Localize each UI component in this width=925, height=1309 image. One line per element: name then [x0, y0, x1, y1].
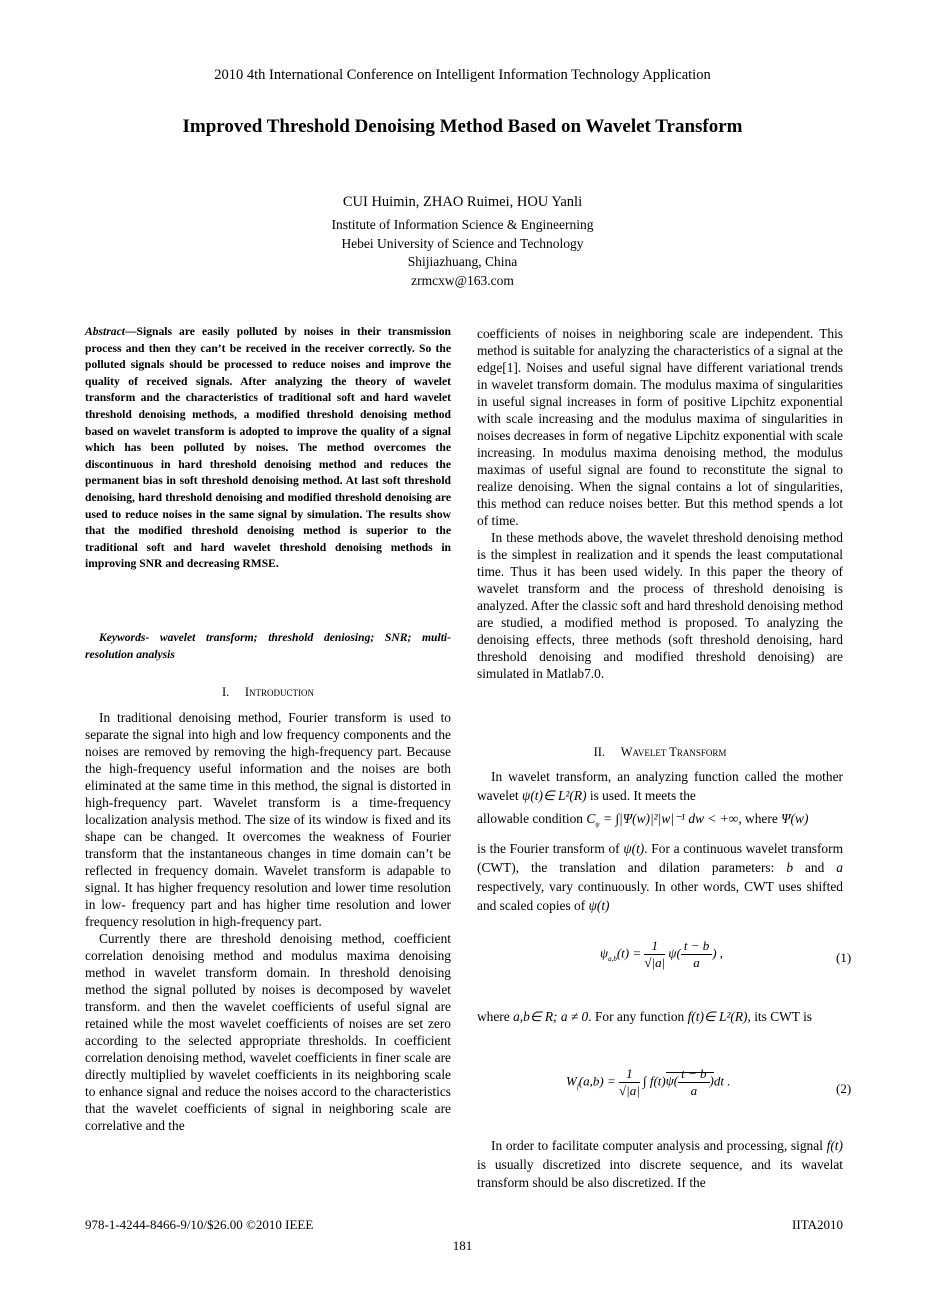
- text: , where: [738, 811, 778, 826]
- conference-header: 2010 4th International Conference on Intelligent Information Technology Application: [214, 67, 711, 83]
- abstract-text: Signals are easily polluted by noises in their transmission process and then they can’t be received in the receiver correctly. So the polluted signals should be processed to reduce noises and improve the quality of received signals. After analyzing the theory of wavelet transform and the characteristics of traditional soft and hard wavelet threshold denoising methods, a modified threshold denoising method based on wavelet transform is adopted to improve the quality of a signal which has been polluted by noises. The method overcomes the discontinuous in hard threshold denoising method and reduces the permanent bias in soft threshold denoising method. At last soft threshold denoising, hard threshold denoising and modified threshold denoising are used to reduce noises in the same signal by simulation. The results show that the modified threshold denoising method is superior to the traditional soft and hard wavelet threshold denoising methods in improving SNR and decreasing RMSE.: [85, 325, 451, 571]
- footer-isbn: 978-1-4244-8466-9/10/$26.00 ©2010 IEEE: [85, 1217, 314, 1232]
- section-title: Introduction: [244, 685, 315, 699]
- footer-conference: IITA2010: [792, 1217, 843, 1232]
- section-number: I.: [221, 685, 230, 699]
- equation-1-number: (1): [836, 950, 852, 965]
- text: In order to facilitate computer analysis and processing, signal: [491, 1138, 823, 1153]
- authors: CUI Huimin, ZHAO Ruimei, HOU Yanli: [342, 194, 583, 210]
- left-column-body: [85, 709, 451, 1134]
- paragraph: In traditional denoising method, Fourier transform is used to separate the signal into high and low frequency components and the noises are removed by removing the high-frequency part. Because the high-frequency useful information and the noises are both eliminated at the same time in this method, the signal is distorted in high-frequency part. Wavelet transform is a time-frequency localization analysis method. The size of its window is fixed and its shape can be changed. It overcomes the weakness of Fourier transform that the instantaneous changes in time domain can’t be reflected in frequency domain. Wavelet transform is adapable to signal. It has higher frequency resolution and lower time resolution in low- frequency part and has higher time resolution and lower frequency resolution in high-frequency part.: [85, 710, 451, 929]
- equation-1: $\psi_{a,b}(t)$ = $\frac{1}{√|a|}$ ψ( $\frac{t - b}{a}$ ) ,: [600, 938, 724, 970]
- text: allowable condition: [477, 811, 583, 826]
- email: zrmcxw@163.com: [411, 272, 514, 288]
- section-number: II.: [593, 745, 606, 759]
- paragraph: In these methods above, the wavelet threshold denoising method is the simplest in realization and it spends the least computational time. Thus it has been used widely. In this paper the theory of wavelet transform and the process of threshold denoising is analyzed. After the classic soft and hard threshold denoising method are studied, a modified method is proposed. To analyzing the denoising effects, three methods (soft threshold denoising, hard threshold denoising and modified threshold denoising) are simulated in Matlab7.0.: [477, 530, 843, 681]
- institute: Institute of Information Science & Engineerning: [331, 217, 594, 232]
- paragraph: coefficients of noises in neighboring scale are independent. This method is suitable for analyzing the characteristics of a signal at the edge[1]. Noises and useful signal have different variational trends in wavelet transform domain. The modulus maxima of singularities in useful signal increases in form of positive Lipchitz exponential with scale increasing and the modulus maxima of singularities in noises decreases in form of negative Lipchitz exponential with scale increasing. In modulus maxima denoising method, the modulus maximas of useful signal are found to reconstitute the signal to realize denoising. When the signal contains a lot of singularities, this method can reduce noises better. But this method spends a lot of time.: [477, 326, 843, 528]
- text: . For any function: [588, 1009, 685, 1024]
- paper-title: Improved Threshold Denoising Method Based on Wavelet Transform: [182, 116, 743, 137]
- section-title: Wavelet Transform: [620, 745, 727, 759]
- section-heading-wavelet-transform: [477, 745, 843, 760]
- allowable-condition-formula: $C_\psi = \int|\Psi(w)|^2|w|^{-1}$ dw < +∞: [586, 811, 739, 829]
- abstract: [85, 324, 451, 573]
- text: . For a continuous wavelet transform (CWT), the translation and dilation parameters:: [477, 840, 843, 875]
- right-column-body: [477, 325, 843, 682]
- text: is the Fourier transform of: [477, 840, 620, 856]
- text: is used. It meets the: [589, 788, 696, 803]
- cwt-paragraph: where a,b∈ R; a ≠ 0. For any function f(t)∈ L²(R), its CWT is: [477, 1009, 812, 1024]
- paragraph: Currently there are threshold denoising method, coefficient correlation denoising method and modulus maxima denoising method in wavelet transform domain. In threshold denoising method the signal polluted by noises is decomposed by wavelet transform. and then the wavelet coefficients of useful signal are retained while the most wavelet coefficients of noises are set zero according to the selected appropriate thresholds. In coefficient correlation denoising method, wavelet coefficients in finer scale are directly multiplied by wavelet coefficients in its neighboring scale to enhance signal and reduce the noises accord to the characteristics that the wavelet coefficients of signal in neighboring scale are correlative and the: [85, 931, 451, 1133]
- text: , its CWT is: [747, 1009, 812, 1024]
- section-heading-introduction: [85, 685, 451, 700]
- text: and: [804, 859, 825, 875]
- keywords-text: Keywords- wavelet transform; threshold deniosing; SNR; multi-resolution analysis: [85, 631, 451, 661]
- location: Shijiazhuang, China: [407, 254, 518, 269]
- text: where: [477, 1009, 510, 1024]
- equation-2: $W_f(a,b)$ = $\frac{1}{√|a|}$ ∫ f(t)ψ( $\frac{t - b}{a}$ )dt .: [566, 1066, 731, 1098]
- abstract-dash: —: [124, 325, 137, 338]
- keywords: [85, 630, 451, 663]
- discretization-paragraph: In order to facilitate computer analysis and processing, signal f(t) is usually discretized into discrete sequence, and its wavelat transform should be also discretized. If the: [477, 1138, 843, 1190]
- equation-2-number: (2): [836, 1081, 852, 1096]
- affiliation: [0, 216, 925, 290]
- abstract-label: Abstract: [85, 325, 125, 338]
- wavelet-paragraph: In wavelet transform, an analyzing function called the mother wavelet ψ(t)∈ L²(R) is used. It meets the allowable condition $C_\psi = \int|\Psi(w)|^2|w|^{-1}$ dw < +∞, where Ψ(w) is the Fourier transform of ψ(t). For a continuous wavelet transform (CWT), the translation and dilation parameters: b and a respectively, vary continuously. In other words, CWT uses shifted and scaled copies of ψ(t): [477, 769, 843, 913]
- text: is usually discretized into discrete sequence, and its wavelat transform should be also discretized. If the: [477, 1156, 843, 1190]
- text: respectively, vary continuously. In other words, CWT uses shifted and scaled copies of: [477, 878, 843, 913]
- university: Hebei University of Science and Technology: [341, 235, 584, 251]
- text: In wavelet transform, an analyzing function called the mother wavelet: [477, 769, 843, 803]
- page-number: 181: [452, 1238, 473, 1253]
